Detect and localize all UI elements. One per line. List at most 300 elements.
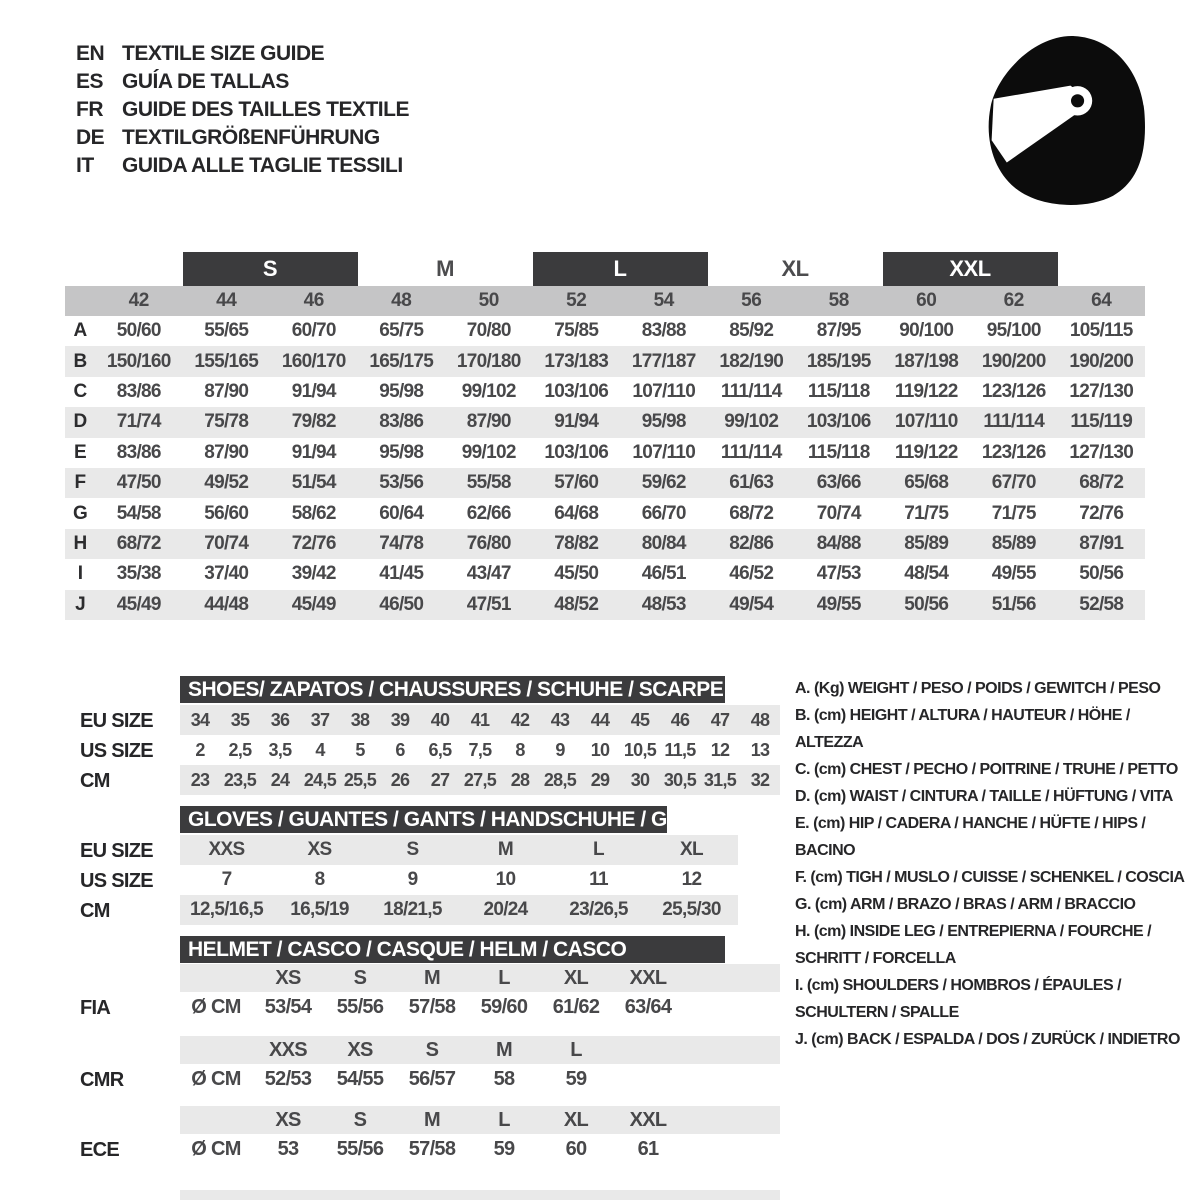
size-value-cell: 68/72: [729, 502, 774, 524]
size-value-cell: 87/95: [816, 320, 861, 342]
measure-row-label: D: [65, 407, 95, 437]
language-row: [76, 40, 409, 68]
size-value-cell: 45/49: [270, 590, 358, 620]
bottom-cropped-row-strip: [180, 1190, 780, 1200]
size-value-cell: 54/58: [116, 502, 161, 524]
helmet-size-value: 53/54: [264, 995, 312, 1018]
size-value-cell: 107/110: [632, 380, 696, 402]
legend-item: I. (cm) SHOULDERS / HOMBROS / ÉPAULES / SCHULTERN / SPALLE: [795, 977, 1122, 1021]
size-value-cell: 68/72: [1058, 468, 1146, 498]
size-value-cell: 45/50: [554, 563, 599, 585]
size-value-cell: 46/52: [729, 563, 774, 585]
size-strip-value: 58: [795, 286, 883, 316]
legend-item: E. (cm) HIP / CADERA / HANCHE / HÜFTE / HIPS / BACINO: [795, 815, 1146, 859]
size-value-cell: 111/114: [970, 407, 1058, 437]
measure-row-label: B: [65, 346, 95, 376]
size-value-cell: 45/49: [95, 590, 183, 620]
glove-size-cell: 12,5/16,5: [180, 895, 273, 925]
row-group-label-eu-size: EU SIZE: [80, 710, 153, 732]
shoe-size-cell: 5: [355, 739, 365, 760]
size-value-cell: 65/68: [883, 468, 971, 498]
shoe-size-cell: 35: [220, 705, 260, 735]
shoe-size-cell: 28,5: [540, 765, 580, 795]
size-group-header-s: S: [183, 252, 358, 286]
size-strip-value: 52: [533, 286, 621, 316]
size-value-cell: 37/40: [204, 563, 249, 585]
size-value-cell: 99/102: [461, 441, 516, 463]
helmet-size-header: XS: [324, 1036, 396, 1064]
size-value-cell: 150/160: [95, 346, 183, 376]
size-strip-value: 42: [95, 286, 183, 316]
glove-size-cell: 16,5/19: [273, 895, 366, 925]
shoe-size-cell: 12: [710, 739, 730, 760]
row-group-label-us-size: US SIZE: [80, 740, 153, 762]
size-value-cell: 56/60: [204, 502, 249, 524]
size-value-cell: 59/62: [620, 468, 708, 498]
size-value-cell: 58/62: [291, 502, 336, 524]
size-value-cell: 85/89: [883, 529, 971, 559]
size-value-cell: 177/187: [620, 346, 708, 376]
shoe-size-cell: 38: [340, 705, 380, 735]
size-value-cell: 80/84: [620, 529, 708, 559]
size-value-cell: 51/54: [270, 468, 358, 498]
helmet-size-value: 55/56: [336, 1137, 384, 1160]
size-value-cell: 46/51: [641, 563, 686, 585]
size-value-cell: 49/55: [991, 563, 1036, 585]
glove-size-cell: M: [459, 835, 552, 865]
helmet-size-value: 57/58: [408, 995, 456, 1018]
helmet-size-header: L: [540, 1036, 612, 1064]
helmet-size-header: XL: [540, 964, 612, 992]
glove-size-cell: S: [366, 835, 459, 865]
size-value-cell: 85/89: [970, 529, 1058, 559]
size-value-cell: 47/51: [445, 590, 533, 620]
helmet-size-header: M: [468, 1036, 540, 1064]
helmet-size-value: 52/53: [264, 1067, 312, 1090]
size-value-cell: 51/56: [970, 590, 1058, 620]
glove-size-cell: 20/24: [459, 895, 552, 925]
shoe-size-cell: 27: [420, 765, 460, 795]
size-value-cell: 87/90: [204, 380, 249, 402]
shoe-size-cell: 42: [500, 705, 540, 735]
shoe-size-cell: 2: [195, 739, 205, 760]
language-row: [76, 152, 409, 180]
helmet-size-header: L: [468, 1106, 540, 1134]
gloves-size-table: [180, 835, 738, 925]
size-value-cell: 65/75: [379, 320, 424, 342]
language-code: IT: [76, 154, 94, 177]
glove-size-cell: 25,5/30: [645, 895, 738, 925]
size-value-cell: 70/74: [183, 529, 271, 559]
size-value-cell: 60/70: [291, 320, 336, 342]
measure-row-label: H: [65, 529, 95, 559]
shoe-size-cell: 30,5: [660, 765, 700, 795]
shoe-size-cell: 2,5: [228, 739, 252, 760]
row-group-label-cm: CM: [80, 770, 110, 792]
helmet-value-filler: [684, 1134, 780, 1164]
size-value-cell: 83/86: [116, 380, 161, 402]
helmet-size-header: XL: [540, 1106, 612, 1134]
helmet-size-header-filler: [684, 1106, 780, 1134]
size-value-cell: 50/56: [1079, 563, 1124, 585]
size-value-cell: 91/94: [533, 407, 621, 437]
shoes-section-title: SHOES/ ZAPATOS / CHAUSSURES / SCHUHE / SCARPE: [180, 676, 725, 703]
size-value-cell: 115/118: [807, 380, 870, 402]
size-strip-value: 54: [620, 286, 708, 316]
language-title: GUIDA ALLE TAGLIE TESSILI: [122, 154, 403, 177]
size-value-cell: 111/114: [720, 441, 782, 463]
size-strip-value: 48: [358, 286, 446, 316]
shoe-size-cell: 40: [420, 705, 460, 735]
size-value-cell: 155/165: [183, 346, 271, 376]
measurement-legend: [795, 675, 1195, 1053]
size-value-cell: 115/118: [807, 441, 870, 463]
size-value-cell: 99/102: [708, 407, 796, 437]
shoe-size-cell: 29: [580, 765, 620, 795]
glove-size-cell: 12: [681, 869, 702, 890]
size-value-cell: 72/76: [270, 529, 358, 559]
shoe-size-cell: 34: [180, 705, 220, 735]
size-value-cell: 170/180: [445, 346, 533, 376]
shoe-size-cell: 47: [700, 705, 740, 735]
size-value-cell: 103/106: [544, 380, 609, 402]
measure-row-label: F: [65, 468, 95, 498]
size-value-cell: 41/45: [379, 563, 424, 585]
helmet-size-header: L: [468, 964, 540, 992]
size-value-cell: 90/100: [899, 320, 954, 342]
shoe-size-cell: 8: [515, 739, 525, 760]
helmet-size-header: XXL: [612, 964, 684, 992]
helmet-cmr-table: [180, 1036, 780, 1094]
language-title: GUÍA DE TALLAS: [122, 70, 289, 93]
glove-size-cell: 8: [314, 869, 325, 890]
shoe-size-cell: 11,5: [664, 739, 696, 760]
size-value-cell: 71/75: [904, 502, 949, 524]
helmet-fia-table: [180, 964, 780, 1022]
helmet-size-header: S: [396, 1036, 468, 1064]
size-value-cell: 85/92: [729, 320, 774, 342]
size-value-cell: 48/53: [620, 590, 708, 620]
shoe-size-cell: 45: [620, 705, 660, 735]
helmet-size-header-filler: [684, 964, 780, 992]
shoe-size-cell: 3,5: [268, 739, 292, 760]
size-value-cell: 107/110: [883, 407, 971, 437]
shoe-size-cell: 26: [380, 765, 420, 795]
size-value-cell: 62/66: [466, 502, 511, 524]
textile-size-table: [65, 252, 1145, 620]
language-row: [76, 68, 409, 96]
shoe-size-cell: 13: [750, 739, 770, 760]
language-code: ES: [76, 70, 104, 93]
helmet-size-header: XXL: [612, 1106, 684, 1134]
group-header-spacer: [1058, 252, 1146, 286]
size-value-cell: 103/106: [544, 441, 609, 463]
shoe-size-cell: 23: [180, 765, 220, 795]
measure-row-label: E: [74, 441, 86, 463]
size-value-cell: 107/110: [632, 441, 696, 463]
helmet-section-title: HELMET / CASCO / CASQUE / HELM / CASCO: [180, 936, 725, 963]
measure-row-label: C: [73, 380, 87, 402]
shoe-size-cell: 37: [300, 705, 340, 735]
glove-size-cell: L: [552, 835, 645, 865]
shoe-size-cell: 28: [500, 765, 540, 795]
legend-item: A. (Kg) WEIGHT / PESO / POIDS / GEWITCH / PESO: [795, 680, 1161, 697]
size-value-cell: 105/115: [1069, 320, 1133, 342]
row-group-label-cmr: CMR: [80, 1069, 124, 1091]
size-value-cell: 49/54: [708, 590, 796, 620]
helmet-size-header-spacer: [180, 1036, 252, 1064]
size-value-cell: 47/53: [816, 563, 861, 585]
size-value-cell: 75/78: [183, 407, 271, 437]
language-title: TEXTILE SIZE GUIDE: [122, 42, 325, 65]
gloves-section-title: GLOVES / GUANTES / GANTS / HANDSCHUHE / GUANTI: [180, 806, 667, 833]
legend-item: H. (cm) INSIDE LEG / ENTREPIERNA / FOURCHE / SCHRITT / FORCELLA: [795, 923, 1152, 967]
size-value-cell: 84/88: [795, 529, 883, 559]
helmet-size-header: XXS: [252, 1036, 324, 1064]
row-group-label-fia: FIA: [80, 997, 111, 1019]
size-value-cell: 87/91: [1058, 529, 1146, 559]
glove-size-cell: XL: [645, 835, 738, 865]
shoe-size-cell: 10,5: [623, 739, 657, 760]
size-value-cell: 71/74: [95, 407, 183, 437]
size-value-cell: 91/94: [291, 380, 336, 402]
size-value-cell: 87/90: [445, 407, 533, 437]
helmet-size-value: 57/58: [408, 1137, 456, 1160]
size-value-cell: 48/52: [533, 590, 621, 620]
size-strip-value: 46: [270, 286, 358, 316]
size-value-cell: 68/72: [95, 529, 183, 559]
size-value-cell: 39/42: [291, 563, 336, 585]
shoe-size-cell: 10: [590, 739, 610, 760]
size-value-cell: 187/198: [883, 346, 971, 376]
helmet-size-value: 61/62: [552, 995, 600, 1018]
helmet-ece-table: [180, 1106, 780, 1164]
helmet-size-header: S: [324, 1106, 396, 1134]
size-value-cell: 123/126: [981, 441, 1046, 463]
legend-item: G. (cm) ARM / BRAZO / BRAS / ARM / BRACCIO: [795, 896, 1136, 913]
size-value-cell: 99/102: [461, 380, 516, 402]
glove-size-cell: XXS: [180, 835, 273, 865]
shoe-size-cell: 30: [620, 765, 660, 795]
size-value-cell: 160/170: [270, 346, 358, 376]
helmet-size-value: 59: [493, 1137, 515, 1160]
shoe-size-cell: 41: [460, 705, 500, 735]
size-value-cell: 165/175: [358, 346, 446, 376]
size-value-cell: 173/183: [533, 346, 621, 376]
shoe-size-cell: 44: [580, 705, 620, 735]
size-value-cell: 64/68: [554, 502, 599, 524]
size-value-cell: 127/130: [1069, 380, 1134, 402]
helmet-size-header: S: [324, 964, 396, 992]
helmet-value-filler: [684, 992, 780, 1022]
size-value-cell: 61/63: [708, 468, 796, 498]
size-strip-value: 62: [970, 286, 1058, 316]
legend-item: C. (cm) CHEST / PECHO / POITRINE / TRUHE / PETTO: [795, 761, 1178, 778]
legend-item: F. (cm) TIGH / MUSLO / CUISSE / SCHENKEL / COSCIA: [795, 869, 1185, 886]
size-value-cell: 47/50: [95, 468, 183, 498]
size-value-cell: 57/60: [533, 468, 621, 498]
shoe-size-cell: 32: [740, 765, 780, 795]
helmet-size-header-filler: [684, 1036, 780, 1064]
language-code: DE: [76, 126, 105, 149]
language-title: GUIDE DES TAILLES TEXTILE: [122, 98, 409, 121]
glove-size-cell: 9: [407, 869, 418, 890]
size-strip-value: 56: [708, 286, 796, 316]
glove-size-cell: 18/21,5: [366, 895, 459, 925]
measure-row-label: G: [72, 502, 88, 524]
glove-size-cell: 10: [495, 869, 516, 890]
size-group-header-xl: XL: [781, 256, 809, 281]
helmet-size-value: 63/64: [624, 995, 672, 1018]
size-value-cell: 111/114: [720, 380, 782, 402]
size-value-cell: 49/55: [795, 590, 883, 620]
shoe-size-cell: 36: [260, 705, 300, 735]
shoe-size-cell: 9: [555, 739, 565, 760]
row-group-label-us-size: US SIZE: [80, 870, 153, 892]
row-group-label-ece: ECE: [80, 1139, 120, 1161]
size-value-cell: 48/54: [904, 563, 949, 585]
helmet-value-filler: [684, 1064, 780, 1094]
size-strip-value: 64: [1058, 286, 1146, 316]
shoe-size-cell: 48: [740, 705, 780, 735]
racing-helmet-icon-svg: [975, 28, 1170, 210]
language-row: [76, 96, 409, 124]
helmet-size-value: 53: [277, 1137, 299, 1160]
shoe-size-cell: 6: [395, 739, 405, 760]
size-value-cell: 119/122: [894, 441, 958, 463]
language-row: [76, 124, 409, 152]
size-value-cell: 49/52: [183, 468, 271, 498]
size-value-cell: 55/65: [204, 320, 249, 342]
language-title-list: [76, 40, 409, 180]
helmet-size-value: 60: [565, 1137, 587, 1160]
size-value-cell: 63/66: [795, 468, 883, 498]
shoes-size-table: [180, 705, 780, 795]
helmet-size-value: 59/60: [480, 995, 528, 1018]
size-value-cell: 46/50: [358, 590, 446, 620]
racing-helmet-icon: [975, 28, 1170, 210]
size-value-cell: 70/80: [466, 320, 511, 342]
helmet-unit-cell: Ø CM: [191, 995, 241, 1018]
size-value-cell: 70/74: [816, 502, 861, 524]
size-value-cell: 115/119: [1058, 407, 1146, 437]
measure-row-label: I: [77, 563, 83, 585]
legend-item: J. (cm) BACK / ESPALDA / DOS / ZURÜCK / INDIETRO: [795, 1031, 1180, 1048]
helmet-size-value: 55/56: [336, 995, 384, 1018]
size-group-header-l: L: [533, 252, 708, 286]
shoe-size-cell: 24: [260, 765, 300, 795]
size-value-cell: 75/85: [554, 320, 599, 342]
helmet-size-header: M: [396, 964, 468, 992]
size-value-cell: 79/82: [270, 407, 358, 437]
size-value-cell: 190/200: [970, 346, 1058, 376]
language-code: EN: [76, 42, 105, 65]
glove-size-cell: 11: [589, 869, 608, 890]
size-value-cell: 35/38: [116, 563, 161, 585]
glove-size-cell: 7: [221, 869, 232, 890]
helmet-size-value: 59: [565, 1067, 587, 1090]
size-value-cell: 66/70: [641, 502, 686, 524]
shoe-size-cell: 24,5: [300, 765, 340, 795]
size-value-cell: 72/76: [1079, 502, 1124, 524]
helmet-size-header-spacer: [180, 1106, 252, 1134]
shoe-size-cell: 4: [315, 739, 325, 760]
helmet-size-value: 58: [493, 1067, 515, 1090]
size-value-cell: 74/78: [358, 529, 446, 559]
shoe-size-cell: 46: [660, 705, 700, 735]
size-value-cell: 53/56: [358, 468, 446, 498]
size-value-cell: 50/60: [116, 320, 161, 342]
size-strip-value: 60: [883, 286, 971, 316]
group-header-spacer: [65, 252, 183, 286]
shoe-size-cell: 43: [540, 705, 580, 735]
shoe-size-cell: 25,5: [340, 765, 380, 795]
size-value-cell: 83/86: [358, 407, 446, 437]
size-value-cell: 55/58: [445, 468, 533, 498]
helmet-size-header: M: [396, 1106, 468, 1134]
helmet-size-value: [612, 1064, 684, 1094]
measure-row-label: J: [65, 590, 95, 620]
size-value-cell: 43/47: [466, 563, 511, 585]
size-value-cell: 190/200: [1058, 346, 1146, 376]
size-value-cell: 76/80: [445, 529, 533, 559]
language-title: TEXTILGRÖßENFÜHRUNG: [122, 126, 380, 149]
size-value-cell: 67/70: [970, 468, 1058, 498]
shoe-size-cell: 23,5: [220, 765, 260, 795]
size-value-cell: 52/58: [1058, 590, 1146, 620]
size-value-cell: 78/82: [533, 529, 621, 559]
size-value-cell: 119/122: [894, 380, 958, 402]
size-value-cell: 44/48: [183, 590, 271, 620]
size-group-header-xxl: XXL: [883, 252, 1058, 286]
size-value-cell: 91/94: [291, 441, 336, 463]
size-value-cell: 95/98: [620, 407, 708, 437]
shoe-size-cell: 7,5: [468, 739, 492, 760]
size-value-cell: 103/106: [795, 407, 883, 437]
size-value-cell: 50/56: [883, 590, 971, 620]
size-value-cell: 83/88: [641, 320, 686, 342]
size-strip-value: 50: [445, 286, 533, 316]
glove-size-cell: 23/26,5: [552, 895, 645, 925]
size-value-cell: 82/86: [708, 529, 796, 559]
helmet-size-value: 54/55: [336, 1067, 384, 1090]
row-group-label-cm: CM: [80, 900, 110, 922]
size-value-cell: 95/98: [379, 380, 424, 402]
size-value-cell: 71/75: [991, 502, 1036, 524]
helmet-size-header: XS: [252, 964, 324, 992]
size-value-cell: 95/100: [986, 320, 1041, 342]
size-value-cell: 123/126: [981, 380, 1046, 402]
helmet-unit-cell: Ø CM: [191, 1067, 241, 1090]
size-value-cell: 182/190: [708, 346, 796, 376]
shoe-size-cell: 6,5: [428, 739, 452, 760]
helmet-size-header: [612, 1036, 684, 1064]
size-value-cell: 60/64: [379, 502, 424, 524]
helmet-size-value: 61: [637, 1137, 659, 1160]
size-strip-value: 44: [183, 286, 271, 316]
helmet-size-value: 56/57: [408, 1067, 456, 1090]
legend-item: D. (cm) WAIST / CINTURA / TAILLE / HÜFTUNG / VITA: [795, 788, 1173, 805]
size-strip-corner: [65, 286, 95, 316]
measure-row-label: A: [73, 320, 87, 342]
size-value-cell: 83/86: [116, 441, 161, 463]
language-code: FR: [76, 98, 103, 121]
helmet-size-header-spacer: [180, 964, 252, 992]
legend-item: B. (cm) HEIGHT / ALTURA / HAUTEUR / HÖHE / ALTEZZA: [795, 707, 1130, 751]
glove-size-cell: XS: [273, 835, 366, 865]
size-group-header-m: M: [436, 256, 454, 281]
size-value-cell: 95/98: [379, 441, 424, 463]
